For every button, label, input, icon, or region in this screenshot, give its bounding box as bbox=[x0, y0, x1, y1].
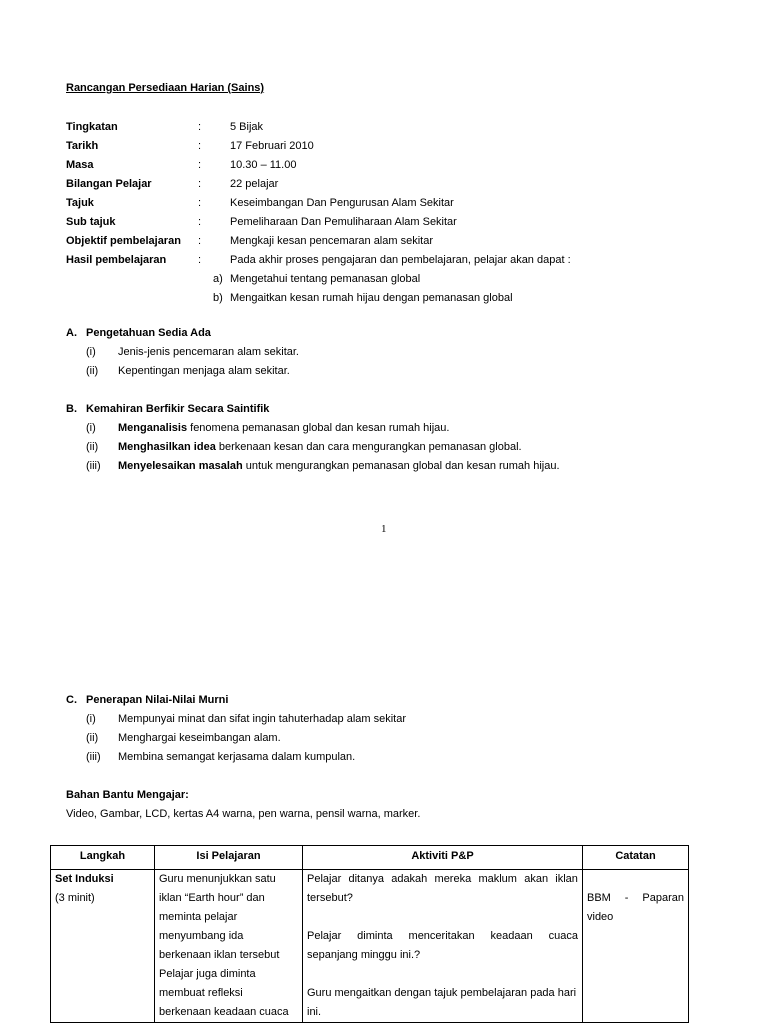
column-header: Langkah bbox=[51, 846, 155, 870]
item-number: (i) bbox=[86, 713, 96, 725]
column-header: Aktiviti P&P bbox=[303, 846, 583, 870]
teaching-aids-heading: Bahan Bantu Mengajar: bbox=[66, 789, 189, 801]
outcome-text: Mengetahui tentang pemanasan global bbox=[230, 273, 421, 285]
column-header: Catatan bbox=[583, 846, 689, 870]
info-colon: : bbox=[198, 178, 202, 190]
info-colon: : bbox=[198, 254, 202, 266]
item-number: (ii) bbox=[86, 441, 99, 453]
item-number: (iii) bbox=[86, 460, 101, 472]
item-text bbox=[118, 438, 522, 457]
activity-line: tersebut? bbox=[307, 892, 353, 904]
word: akan bbox=[524, 873, 549, 885]
step-duration: (3 minit) bbox=[55, 892, 95, 904]
lesson-info bbox=[66, 118, 706, 308]
word: Pelajar bbox=[307, 930, 342, 942]
item-keyword: Menganalisis bbox=[118, 422, 188, 434]
word: iklan bbox=[555, 873, 578, 885]
info-label: Bilangan Pelajar bbox=[66, 178, 152, 190]
word: Paparan bbox=[642, 892, 684, 904]
item-rest: fenomena pemanasan global dan kesan rumah hijau. bbox=[187, 422, 450, 434]
content-line: iklan “Earth hour” dan bbox=[159, 892, 265, 904]
item-text: Menghargai keseimbangan alam. bbox=[118, 732, 281, 744]
spacer bbox=[307, 965, 578, 984]
outcome-item bbox=[66, 289, 706, 308]
word: diminta bbox=[357, 930, 393, 942]
info-row-tarikh bbox=[66, 137, 706, 156]
cell-langkah bbox=[51, 870, 155, 1023]
spacer bbox=[307, 908, 578, 927]
spacer bbox=[587, 870, 684, 889]
item-number: (i) bbox=[86, 346, 96, 358]
info-label: Tarikh bbox=[66, 140, 99, 152]
note-line: video bbox=[587, 911, 614, 923]
item-text bbox=[118, 419, 449, 438]
section-letter: A. bbox=[66, 327, 77, 339]
item-number: (ii) bbox=[86, 365, 99, 377]
section-heading bbox=[66, 324, 706, 343]
item-rest: untuk mengurangkan pemanasan global dan kesan rumah hijau. bbox=[242, 460, 560, 472]
list-item bbox=[66, 729, 706, 748]
section-title: Kemahiran Berfikir Secara Saintifik bbox=[86, 403, 270, 415]
content-line: menyumbang ida bbox=[159, 930, 244, 942]
note-line bbox=[587, 889, 684, 908]
content-line: membuat refleksi bbox=[159, 987, 243, 999]
info-row-subtajuk bbox=[66, 213, 706, 232]
content-line: Guru menunjukkan satu bbox=[159, 873, 276, 885]
list-item bbox=[66, 457, 706, 476]
word: keadaan bbox=[490, 930, 533, 942]
activity-line: ini. bbox=[307, 1006, 322, 1018]
teaching-aids-text: Video, Gambar, LCD, kertas A4 warna, pen warna, pensil warna, marker. bbox=[66, 808, 421, 820]
page-title: Rancangan Persediaan Harian (Sains) bbox=[66, 82, 265, 94]
word: adakah bbox=[391, 873, 428, 885]
info-value: 10.30 – 11.00 bbox=[230, 159, 297, 171]
info-value: 5 Bijak bbox=[230, 121, 264, 133]
item-number: (ii) bbox=[86, 732, 99, 744]
info-colon: : bbox=[198, 159, 202, 171]
section-title: Pengetahuan Sedia Ada bbox=[86, 327, 211, 339]
activity-line: sepanjang minggu ini.? bbox=[307, 949, 421, 961]
word: cuaca bbox=[548, 930, 578, 942]
item-text: Membina semangat kerjasama dalam kumpulan. bbox=[118, 751, 356, 763]
page-number: 1 bbox=[381, 523, 387, 535]
info-value: Pemeliharaan Dan Pemuliharaan Alam Sekitar bbox=[230, 216, 457, 228]
section-b bbox=[66, 400, 706, 476]
info-value: Mengkaji kesan pencemaran alam sekitar bbox=[230, 235, 433, 247]
step-name: Set Induksi bbox=[55, 873, 114, 885]
list-item bbox=[66, 748, 706, 767]
column-header: Isi Pelajaran bbox=[155, 846, 303, 870]
item-number: (i) bbox=[86, 422, 96, 434]
info-value: Keseimbangan Dan Pengurusan Alam Sekitar bbox=[230, 197, 454, 209]
item-keyword: Menghasilkan idea bbox=[118, 441, 216, 453]
word: maklum bbox=[478, 873, 517, 885]
outcome-item bbox=[66, 270, 706, 289]
section-letter: B. bbox=[66, 403, 77, 415]
word: BBM bbox=[587, 892, 611, 904]
info-colon: : bbox=[198, 235, 202, 247]
info-row-bilangan bbox=[66, 175, 706, 194]
info-row-tajuk bbox=[66, 194, 706, 213]
outcome-marker: a) bbox=[213, 273, 223, 285]
activity-line bbox=[307, 927, 578, 946]
info-label: Tajuk bbox=[66, 197, 94, 209]
info-label: Tingkatan bbox=[66, 121, 118, 133]
info-row-hasil bbox=[66, 251, 706, 270]
info-label: Objektif pembelajaran bbox=[66, 235, 181, 247]
item-keyword: Menyelesaikan masalah bbox=[118, 460, 243, 472]
content-line: Pelajar juga diminta bbox=[159, 968, 256, 980]
content-line: meminta pelajar bbox=[159, 911, 238, 923]
content-line: berkenaan keadaan cuaca bbox=[159, 1006, 289, 1018]
info-colon: : bbox=[198, 216, 202, 228]
lesson-plan-table bbox=[50, 845, 689, 1023]
item-text: Mempunyai minat dan sifat ingin tahuterhadap alam sekitar bbox=[118, 713, 406, 725]
item-text: Jenis-jenis pencemaran alam sekitar. bbox=[118, 346, 299, 358]
info-value: 17 Februari 2010 bbox=[230, 140, 314, 152]
info-row-masa bbox=[66, 156, 706, 175]
word: menceritakan bbox=[408, 930, 475, 942]
item-rest: berkenaan kesan dan cara mengurangkan pemanasan global. bbox=[215, 441, 522, 453]
list-item bbox=[66, 362, 706, 381]
list-item bbox=[66, 438, 706, 457]
section-heading bbox=[66, 691, 706, 710]
list-item bbox=[66, 710, 706, 729]
list-item bbox=[66, 419, 706, 438]
item-text bbox=[118, 457, 560, 476]
activity-line bbox=[307, 870, 578, 889]
info-row-objektif bbox=[66, 232, 706, 251]
info-label: Masa bbox=[66, 159, 94, 171]
cell-aktiviti bbox=[303, 870, 583, 1023]
info-label: Hasil pembelajaran bbox=[66, 254, 167, 266]
section-letter: C. bbox=[66, 694, 77, 706]
list-item bbox=[66, 343, 706, 362]
section-a bbox=[66, 324, 706, 381]
info-colon: : bbox=[198, 121, 202, 133]
info-row-tingkatan bbox=[66, 118, 706, 137]
outcome-marker: b) bbox=[213, 292, 223, 304]
section-title: Penerapan Nilai-Nilai Murni bbox=[86, 694, 229, 706]
info-value: Pada akhir proses pengajaran dan pembelajaran, pelajar akan dapat : bbox=[230, 254, 571, 266]
section-c bbox=[66, 691, 706, 767]
info-colon: : bbox=[198, 197, 202, 209]
word: ditanya bbox=[348, 873, 384, 885]
table-header-row bbox=[51, 846, 689, 870]
table-row bbox=[51, 870, 689, 1023]
info-value: 22 pelajar bbox=[230, 178, 279, 190]
cell-catatan bbox=[583, 870, 689, 1023]
content-line: berkenaan iklan tersebut bbox=[159, 949, 280, 961]
outcome-text: Mengaitkan kesan rumah hijau dengan pemanasan global bbox=[230, 292, 513, 304]
info-label: Sub tajuk bbox=[66, 216, 116, 228]
info-colon: : bbox=[198, 140, 202, 152]
item-number: (iii) bbox=[86, 751, 101, 763]
word: - bbox=[624, 892, 629, 904]
section-heading bbox=[66, 400, 706, 419]
cell-isi bbox=[155, 870, 303, 1023]
item-text: Kepentingan menjaga alam sekitar. bbox=[118, 365, 290, 377]
word: Pelajar bbox=[307, 873, 342, 885]
activity-line: Guru mengaitkan dengan tajuk pembelajaran pada hari bbox=[307, 987, 577, 999]
teaching-aids bbox=[66, 786, 706, 824]
word: mereka bbox=[434, 873, 472, 885]
